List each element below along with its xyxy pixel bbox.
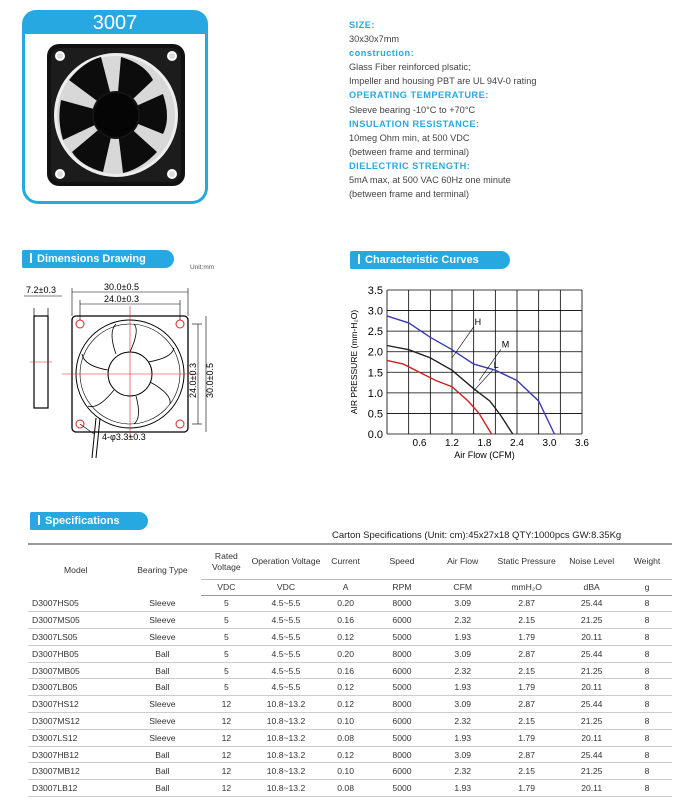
table-cell: 1.79: [492, 629, 561, 646]
table-cell: 8: [622, 662, 672, 679]
spec-summary: [349, 18, 669, 201]
x-axis-label: Air Flow (CFM): [454, 450, 515, 460]
table-cell: Ball: [123, 679, 201, 696]
table-cell: 2.32: [433, 662, 492, 679]
unit-header: mmH₂O: [492, 579, 561, 595]
column-header: Current: [321, 544, 371, 579]
series-line-m: [387, 346, 513, 435]
column-header: Bearing Type: [123, 544, 201, 595]
table-row: [28, 763, 672, 780]
table-cell: 6000: [371, 662, 434, 679]
table-cell: 20.11: [561, 629, 622, 646]
y-tick-label: 0.5: [367, 408, 383, 421]
unit-header: RPM: [371, 579, 434, 595]
column-header: Weight: [622, 544, 672, 579]
table-row: [28, 595, 672, 612]
table-cell: 5: [201, 679, 251, 696]
table-row: [28, 713, 672, 730]
specifications-table: [28, 543, 672, 797]
table-cell: 2.15: [492, 713, 561, 730]
x-tick-label: 0.6: [412, 438, 427, 449]
table-cell: 10.8~13.2: [251, 696, 320, 713]
y-tick-label: 2.5: [367, 326, 383, 339]
table-cell: 2.32: [433, 612, 492, 629]
table-cell: D3007LB05: [28, 679, 123, 696]
table-cell: 5000: [371, 729, 434, 746]
table-cell: 20.11: [561, 780, 622, 797]
table-row: [28, 696, 672, 713]
table-cell: 10.8~13.2: [251, 746, 320, 763]
y-axis-label: AIR PRESSURE (mm-H₂O): [349, 309, 359, 415]
table-cell: 5: [201, 645, 251, 662]
table-cell: 0.12: [321, 696, 371, 713]
table-cell: 5: [201, 595, 251, 612]
table-cell: 1.79: [492, 729, 561, 746]
table-cell: 1.93: [433, 629, 492, 646]
table-cell: 0.12: [321, 746, 371, 763]
table-cell: Sleeve: [123, 713, 201, 730]
table-cell: 8000: [371, 696, 434, 713]
table-cell: 1.79: [492, 780, 561, 797]
annotation-leader: [452, 327, 474, 358]
table-cell: 21.25: [561, 612, 622, 629]
table-cell: 2.87: [492, 595, 561, 612]
spec-value: 10meg Ohm min, at 500 VDC: [349, 132, 470, 143]
table-cell: 3.09: [433, 746, 492, 763]
table-cell: D3007MS05: [28, 612, 123, 629]
table-cell: 2.15: [492, 763, 561, 780]
table-cell: 5: [201, 612, 251, 629]
table-cell: 12: [201, 746, 251, 763]
unit-label: Unit:mm: [190, 264, 215, 271]
table-cell: 5: [201, 662, 251, 679]
spec-value: Impeller and housing PBT are UL 94V-0 rating: [349, 76, 537, 87]
table-cell: 25.44: [561, 746, 622, 763]
table-cell: Ball: [123, 746, 201, 763]
table-cell: 8000: [371, 595, 434, 612]
table-cell: 8: [622, 713, 672, 730]
x-tick-label: 1.8: [477, 438, 492, 449]
table-cell: D3007LB12: [28, 780, 123, 797]
spec-heading: SIZE:: [349, 20, 375, 30]
table-cell: Sleeve: [123, 696, 201, 713]
specifications-title: Specifications: [45, 515, 120, 527]
table-cell: 2.15: [492, 662, 561, 679]
spec-value: Glass Fiber reinforced plsatic;: [349, 62, 471, 73]
table-cell: 10.8~13.2: [251, 780, 320, 797]
table-cell: 10.8~13.2: [251, 713, 320, 730]
table-cell: D3007LS05: [28, 629, 123, 646]
table-cell: 1.93: [433, 679, 492, 696]
table-cell: 1.79: [492, 679, 561, 696]
table-cell: Sleeve: [123, 595, 201, 612]
column-header: Noise Level: [561, 544, 622, 579]
column-header: Static Pressure: [492, 544, 561, 579]
table-cell: 0.08: [321, 729, 371, 746]
table-cell: 8: [622, 629, 672, 646]
table-cell: Sleeve: [123, 629, 201, 646]
table-cell: 2.15: [492, 612, 561, 629]
table-cell: 0.12: [321, 679, 371, 696]
table-cell: D3007HS12: [28, 696, 123, 713]
table-cell: 0.10: [321, 763, 371, 780]
dimensions-title-tag: [22, 250, 174, 268]
table-cell: Sleeve: [123, 612, 201, 629]
unit-header: CFM: [433, 579, 492, 595]
hole-height-label: 24.0±0.3: [188, 363, 198, 398]
tag-bar-icon: [30, 253, 32, 263]
model-title: 3007: [22, 10, 208, 36]
table-row: [28, 729, 672, 746]
table-cell: 2.87: [492, 645, 561, 662]
table-row: [28, 662, 672, 679]
table-cell: 8: [622, 612, 672, 629]
carton-specifications: Carton Specifications (Unit: cm):45x27x18 QTY:1000pcs GW:8.35Kg: [332, 530, 622, 541]
curves-title-tag: [350, 251, 510, 269]
table-cell: 12: [201, 763, 251, 780]
annotation-leader: [474, 370, 493, 391]
table-row: [28, 746, 672, 763]
table-cell: 4.5~5.5: [251, 645, 320, 662]
spec-value: Sleeve bearing -10°C to +70°C: [349, 104, 476, 115]
table-cell: D3007LS12: [28, 729, 123, 746]
annotation-label: H: [474, 316, 482, 327]
table-cell: 3.09: [433, 595, 492, 612]
table-cell: 8: [622, 729, 672, 746]
spec-heading: construction:: [349, 48, 415, 59]
y-tick-label: 3.0: [367, 305, 383, 318]
y-tick-label: 1.0: [367, 387, 383, 400]
table-cell: 8000: [371, 645, 434, 662]
table-cell: 2.87: [492, 696, 561, 713]
table-cell: 5: [201, 629, 251, 646]
table-cell: 4.5~5.5: [251, 629, 320, 646]
tag-bar-icon: [38, 515, 40, 525]
table-cell: 8: [622, 679, 672, 696]
table-cell: 0.12: [321, 629, 371, 646]
table-cell: 2.87: [492, 746, 561, 763]
table-cell: Sleeve: [123, 729, 201, 746]
specifications-title-tag: [30, 512, 148, 530]
table-cell: 2.32: [433, 763, 492, 780]
table-cell: 8: [622, 595, 672, 612]
table-cell: 0.20: [321, 595, 371, 612]
table-row: [28, 645, 672, 662]
x-tick-label: 2.4: [510, 438, 524, 449]
table-cell: 8000: [371, 746, 434, 763]
outer-width-label: 30.0±0.5: [104, 282, 139, 292]
table-cell: 8: [622, 780, 672, 797]
table-cell: 8: [622, 696, 672, 713]
dimensions-drawing: [22, 278, 222, 463]
table-cell: 20.11: [561, 679, 622, 696]
table-cell: 21.25: [561, 713, 622, 730]
table-cell: D3007HB12: [28, 746, 123, 763]
table-cell: 25.44: [561, 645, 622, 662]
table-cell: Ball: [123, 645, 201, 662]
table-row: [28, 612, 672, 629]
table-row: [28, 780, 672, 797]
table-cell: 12: [201, 729, 251, 746]
fan-illustration: [25, 34, 205, 204]
table-cell: 12: [201, 713, 251, 730]
table-cell: 4.5~5.5: [251, 595, 320, 612]
table-cell: 0.16: [321, 662, 371, 679]
table-cell: 6000: [371, 612, 434, 629]
table-cell: 10.8~13.2: [251, 729, 320, 746]
table-cell: 6000: [371, 713, 434, 730]
table-cell: 0.10: [321, 713, 371, 730]
x-tick-label: 3.0: [542, 438, 557, 449]
table-cell: 1.93: [433, 780, 492, 797]
annotation-label: L: [493, 360, 499, 371]
table-row: [28, 629, 672, 646]
unit-header: g: [622, 579, 672, 595]
curves-title: Characteristic Curves: [365, 254, 479, 266]
table-cell: 8: [622, 763, 672, 780]
table-cell: 0.08: [321, 780, 371, 797]
table-cell: Ball: [123, 662, 201, 679]
table-cell: D3007MB12: [28, 763, 123, 780]
table-cell: 4.5~5.5: [251, 612, 320, 629]
annotation-label: M: [501, 339, 510, 350]
dimensions-title: Dimensions Drawing: [37, 253, 146, 265]
series-line-l: [387, 360, 492, 434]
table-cell: Ball: [123, 780, 201, 797]
fan-product-image: [22, 34, 208, 204]
table-cell: D3007MS12: [28, 713, 123, 730]
table-cell: 12: [201, 696, 251, 713]
unit-header: dBA: [561, 579, 622, 595]
table-cell: D3007HS05: [28, 595, 123, 612]
table-cell: 3.09: [433, 696, 492, 713]
unit-header: A: [321, 579, 371, 595]
spec-heading: DIELECTRIC STRENGTH:: [349, 160, 471, 171]
holes-label: 4-φ3.3±0.3: [102, 432, 146, 442]
table-header-row: [28, 544, 672, 579]
x-tick-label: 3.6: [575, 438, 589, 449]
table-cell: 21.25: [561, 763, 622, 780]
table-cell: D3007HB05: [28, 645, 123, 662]
column-header: Rated Voltage: [201, 544, 251, 579]
spec-value: (between frame and terminal): [349, 146, 470, 157]
unit-header: VDC: [251, 579, 320, 595]
column-header: Speed: [371, 544, 434, 579]
table-cell: 25.44: [561, 595, 622, 612]
y-tick-label: 0.0: [367, 429, 383, 441]
table-cell: 21.25: [561, 662, 622, 679]
column-header: Operation Voltage: [251, 544, 320, 579]
table-cell: 4.5~5.5: [251, 662, 320, 679]
table-cell: 8: [622, 645, 672, 662]
table-cell: 6000: [371, 763, 434, 780]
table-cell: 0.20: [321, 645, 371, 662]
tag-bar-icon: [358, 254, 360, 264]
series-line-h: [387, 316, 554, 434]
table-cell: 3.09: [433, 645, 492, 662]
table-row: [28, 679, 672, 696]
spec-value: 5mA max, at 500 VAC 60Hz one minute: [349, 175, 511, 186]
spec-value: (between frame and terminal): [349, 189, 470, 200]
unit-header: VDC: [201, 579, 251, 595]
spec-heading: OPERATING TEMPERATURE:: [349, 90, 489, 101]
table-cell: 5000: [371, 629, 434, 646]
characteristic-curves-chart: [345, 280, 605, 465]
table-cell: 4.5~5.5: [251, 679, 320, 696]
table-cell: 1.93: [433, 729, 492, 746]
y-tick-label: 2.0: [367, 346, 383, 359]
x-tick-label: 1.2: [445, 438, 459, 449]
table-cell: 20.11: [561, 729, 622, 746]
column-header: Air Flow: [433, 544, 492, 579]
hole-width-label: 24.0±0.3: [104, 294, 139, 304]
table-cell: Ball: [123, 763, 201, 780]
table-cell: 5000: [371, 679, 434, 696]
y-tick-label: 3.5: [367, 285, 383, 297]
table-cell: D3007MB05: [28, 662, 123, 679]
thickness-label: 7.2±0.3: [26, 285, 56, 295]
spec-value: 30x30x7mm: [349, 34, 400, 45]
table-cell: 0.16: [321, 612, 371, 629]
table-cell: 12: [201, 780, 251, 797]
column-header: Model: [28, 544, 123, 595]
spec-heading: INSULATION RESISTANCE:: [349, 118, 480, 129]
outer-height-label: 30.0±0.5: [205, 363, 215, 398]
table-cell: 2.32: [433, 713, 492, 730]
y-tick-label: 1.5: [367, 367, 383, 380]
table-cell: 8: [622, 746, 672, 763]
table-cell: 10.8~13.2: [251, 763, 320, 780]
table-cell: 25.44: [561, 696, 622, 713]
table-cell: 5000: [371, 780, 434, 797]
